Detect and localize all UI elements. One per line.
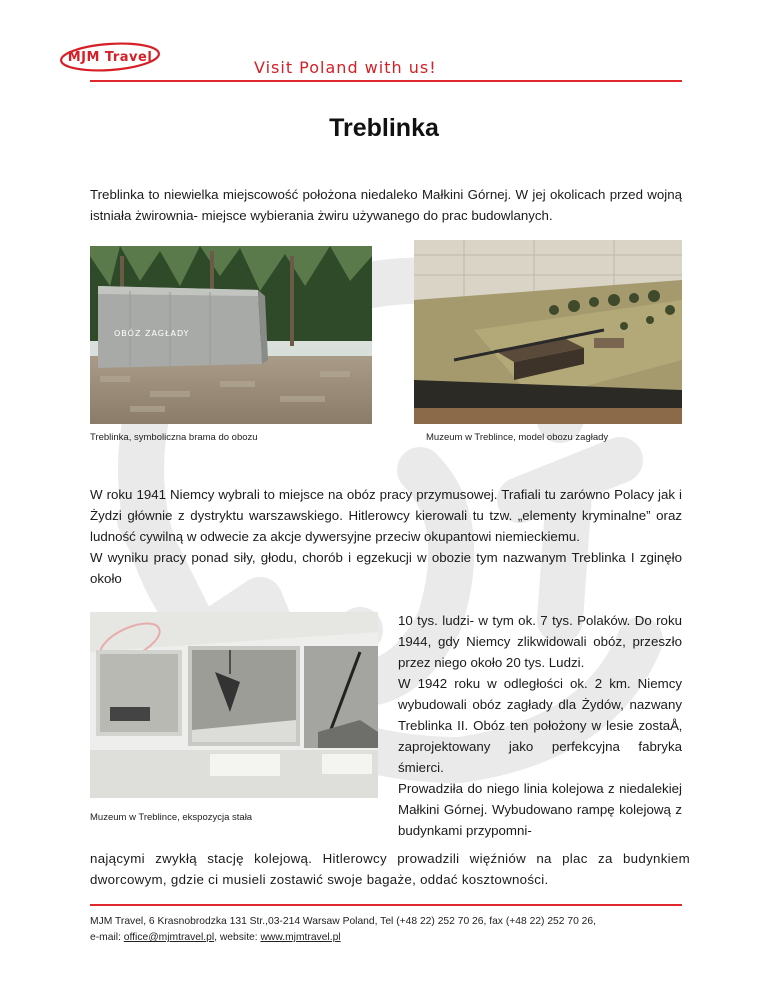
email-link[interactable]: office@mjmtravel.pl [123, 932, 215, 943]
paragraph-labor-camp [90, 484, 682, 589]
photo-treblinka-gate [90, 246, 372, 424]
intro-paragraph: Treblinka to niewielka miejscowość położona niedaleko Małkini Górnej. W jej okolicach przed wojną istniała żwirownia- miejsce wybierania żwiru używanego do prac budowlanych. [90, 187, 682, 223]
footer-divider [90, 904, 682, 906]
logo-text: MJM Travel [67, 49, 153, 65]
paragraph-victims: 10 tys. ludzi- w tym ok. 7 tys. Polaków. Do roku 1944, gdy Niemcy zlikwidowali obóz, przeszło przez niego około 20 tys. Ludzi. [398, 613, 682, 670]
footer-website-label: , website: [214, 932, 261, 943]
footer-email-label: e-mail: [90, 932, 124, 943]
caption-exhibition: Muzeum w Treblince, ekspozycja stała [90, 812, 253, 823]
paragraph-treblinka-ii: W 1942 roku w odległości ok. 2 km. Niemcy wybudowali obóz zagłady dla Żydów, nazwany Treblinka II. Obóz ten położony w lesie zostaÅ‚ zaprojektowany jako perfekcyjna fabryka śmierci. [398, 676, 682, 775]
paragraph-station: nającymi zwykłą stację kolejową. Hitlerowcy prowadzili więźniów na plac za budynkiem dworcowym, gdzie ci musieli zostawić swoje bagaże, oddać kosztowności. [90, 851, 690, 887]
caption-gate: Treblinka, symboliczna brama do obozu [90, 432, 258, 443]
header-divider [90, 80, 682, 82]
photo-museum-exhibition [90, 612, 378, 798]
paragraph-labor-camp-deaths: W wyniku pracy ponad siły, głodu, chorób i egzekucji w obozie tym nazwanym Treblinka I zginęło około [90, 550, 682, 586]
website-link[interactable]: www.mjmtravel.pl [260, 932, 341, 943]
footer-links [90, 930, 690, 946]
gate-sign-text: OBÓZ ZAGŁADY [114, 329, 190, 338]
footer-address: MJM Travel, 6 Krasnobrodzka 131 Str.,03-214 Warsaw Poland, Tel (+48 22) 252 70 26, fax (+48 22) 252 70 26, [90, 916, 596, 927]
header-tagline: Visit Poland with us! [254, 58, 437, 77]
paragraph-extermination-camp [398, 610, 682, 841]
paragraph-labor-camp-text: W roku 1941 Niemcy wybrali to miejsce na obóz pracy przymusowej. Trafiali tu zarówno Polacy jak i Żydzi głównie z dystryktu warszawskiego. Hitlerowcy kierowali tu tzw. „elementy kryminalne” oraz ludność cywilną w odwecie za akcje dywersyjne przeciw okupantowi niemieckiemu. [90, 487, 682, 544]
photo-museum-model [414, 240, 682, 424]
caption-model: Muzeum w Treblince, model obozu zagłady [426, 432, 609, 443]
paragraph-railway: Prowadziła do niego linia kolejowa z niedalekiej Małkini Górnej. Wybudowano rampę kolejową z budynkami przypomni- [398, 781, 682, 838]
footer-contact [90, 914, 690, 946]
mjm-travel-logo[interactable] [58, 40, 162, 74]
page-title: Treblinka [329, 114, 439, 142]
